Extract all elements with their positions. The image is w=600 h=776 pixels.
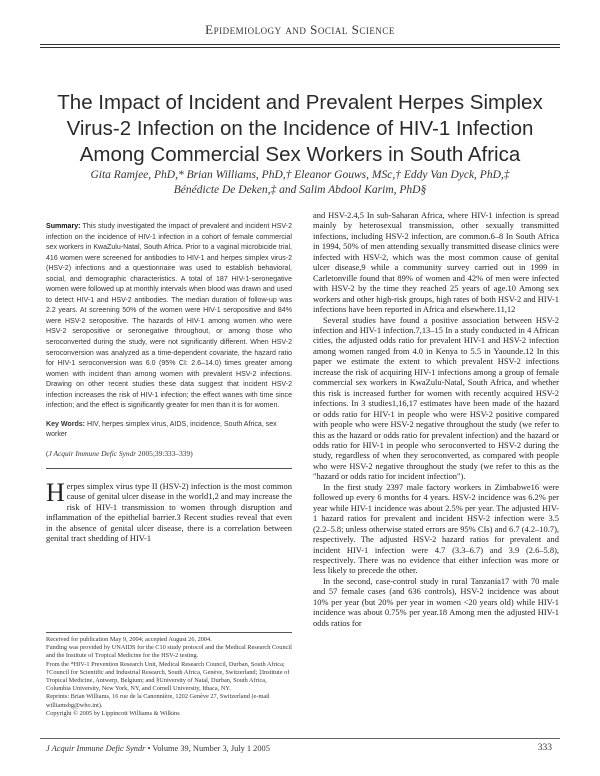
section-divider [46, 468, 292, 469]
author-list [40, 168, 560, 198]
page-number: 333 [537, 743, 552, 753]
citation: (J Acquir Immune Defic Syndr 2005;39:333–339) [46, 449, 193, 459]
section-header: Epidemiology and Social Science [205, 22, 395, 37]
footnote-funding: Funding was provided by UNAIDS for the C10 study protocol and the Medical Research Council and the Institute of Tropical Medicine for the HSV-2 testing. [46, 644, 292, 660]
paragraph-1: and HSV-2.4,5 In sub-Saharan Africa, where HIV-1 infection is spread mainly by heterosexual transmission, other sexually transmitted infections, including HSV-2 infection, are common.6–8 In South Africa in 1994, 50% of men attending sexually transmitted disease clinics were infected with HSV-2, which was the most common cause of genital ulcer disease,9 while a community survey carried out in 1999 in Carletonville found that 89% of women and 42% of men were infected with HSV-2 by the time they reached 25 years of age.10 Among sex workers and other high-risk groups, high rates of both HSV-2 and HIV-1 infections have been reported in Africa and elsewhere.11,12 [313, 210, 559, 315]
right-column [313, 210, 559, 628]
paragraph-4: In the second, case-control study in rural Tanzania17 with 70 male and 57 female cases (and 636 controls), HSV-2 incidence was about 10% per year (but 20% per year in women <20 years old) while HIV-1 incidence was about 0.75% per year.18 Among men the adjusted HIV-1 odds ratios for [313, 575, 559, 628]
footnotes [46, 636, 292, 718]
intro-text [46, 478, 292, 544]
footnote-reprints: Reprints: Brian Williams, 16 rue de la Canonnière, 1202 Genève 27, Switzerland (e-mail williamsbg@who.int). [46, 693, 270, 709]
footnote-affiliations: From the *HIV-1 Prevention Research Unit, Medical Research Council, Durban, South Africa; †Council for Scientific and Industrial Research, South Africa, Genève, Switzerland; ‡Institute of Tropical Medicine, Antwerp, Belgium; and §University of Natal, Durban, South Africa, Columbia University, New York, NY, and Cornell University, Ithaca, NY. [46, 660, 290, 693]
footnote-received: Received for publication May 9, 2004; accepted August 26, 2004. [46, 636, 212, 643]
header-rule-thin [40, 47, 560, 48]
abstract-label: Summary: [46, 223, 81, 230]
keywords-text: HIV, herpes simplex virus, AIDS, incidence, South Africa, sex worker [46, 420, 277, 439]
intro-paragraph: erpes simplex virus type II (HSV-2) infection is the most common cause of genital ulcer disease in the world1,2 and may increase the risk of HIV-1 transmission to women through disruption and inflammation of the epithelial barrier.3 Recent studies reveal that even in the absence of genital ulcer disease, there is a correlation between genital tract shedding of HIV-1 [46, 481, 292, 544]
author-line-2: Bénédicte De Deken,‡ and Salim Abdool Karim, PhD§ [173, 184, 427, 196]
footer-volume: • Volume 39, Number 3, July 1 2005 [147, 744, 270, 753]
author-line-1: Gita Ramjee, PhD,* Brian Williams, PhD,† Eleanor Gouws, MSc,† Eddy Van Dyck, PhD,‡ [90, 169, 510, 181]
header-rule [40, 44, 560, 45]
footer-rule [40, 738, 560, 739]
keywords [46, 420, 292, 441]
citation-journal: J Acquir Immune Defic Syndr [48, 449, 137, 459]
keywords-label: Key Words: [46, 420, 86, 428]
citation-details: 2005;39:333–339 [138, 449, 191, 459]
paragraph-2: Several studies have found a positive association between HSV-2 infection and HIV-1 infection.7,13–15 In a study conducted in 4 African cities, the adjusted odds ratio for prevalent HIV-1 and HSV-2 infection among women ranged from 4.0 in Kenya to 5.5 in Yaounde.12 In this paper we estimate the extent to which prevalent HSV-2 infections increase the risk of acquiring HIV-1 infections among a group of female commercial sex workers in KwaZulu-Natal, South Africa, and whether this risk is increased further for women with recently acquired HSV-2 infections. In 3 studies1,16,17 estimates have been made of the hazard or odds ratio for HIV-1 in people who were HSV-2 positive compared with people who were HSV-2 negative throughout the study (we refer to this as the hazard or odds ratio for prevalent infection) and the hazard or odds ratio for HIV-1 in people who seroconverted to HSV-2 during the study, regardless of when they seroconverted, as compared with people who were HSV-2 negative throughout the study (we refer to this as the "hazard or odds ratio for incident infection"). [313, 314, 559, 482]
paragraph-3: In the first study 2397 male factory workers in Zimbabwe16 were followed up every 6 months for 4 years. HSV-2 incidence was 6.2% per year while HIV-1 incidence was about 2.5% per year. The adjusted HIV-1 hazard ratios for prevalent and incident HSV-2 infection were 3.5 (2.2–5.8; unless otherwise stated errors are 95% CIs) and 6.7 (4.2–10.7), respectively. The adjusted HSV-2 hazard ratios for prevalent and incident HIV-1 infection were 4.7 (3.3–6.7) and 3.9 (2.6–5.8), respectively. There was no evidence that either infection was more or less likely to precede the other. [313, 481, 559, 576]
abstract [46, 222, 292, 412]
article-title: The Impact of Incident and Prevalent Herpes Simplex Virus-2 Infection on the Incidence of HIV-1 Infection Among Commercial Sex Workers in South Africa [57, 91, 543, 166]
footer-journal-info [46, 744, 270, 753]
footnote-copyright: Copyright © 2005 by Lippincott Williams & Wilkins [46, 709, 180, 717]
drop-cap: H [46, 478, 65, 508]
footnote-rule [46, 632, 292, 633]
left-column [46, 222, 292, 544]
footer-journal: J Acquir Immune Defic Syndr [46, 744, 146, 753]
abstract-text: This study investigated the impact of prevalent and incident HSV-2 infection on the incidence of HIV-1 infection in a cohort of female commercial sex workers in KwaZulu-Natal, South Africa. Prior to a vaginal microbicide trial, 416 women were screened for antibodies to HIV-1 and herpes simplex virus-2 (HSV-2) infections and a questionnaire was used to establish behavioral, social, and demographic characteristics. A total of 187 HIV-1-seronegative women were followed up at monthly intervals when blood was drawn and used to detect HIV-1 and HSV-2 antibodies. The median duration of follow-up was 2.2 years. At screening 50% of the women were HIV-1 seropositive and 84% were HSV-2 seropositive. The hazards of HIV-1 among women who were HSV-2 seropositive or seronegative throughout, or among those who seroconverted during the study, were not significantly different. When HSV-2 seroconversion was analyzed as a time-dependent covariate, the hazard ratio for HIV-1 seroconversion was 6.0 (95% CI: 2.6–14.0) times greater among women with incident than among women with prevalent HSV-2 infections. Drawing on other recent studies these data suggest that incident HSV-2 infection increases the risk of HIV-1 infection; the effect wanes with time since infection; and the effect is significantly greater for men than it is for women. [46, 223, 292, 410]
